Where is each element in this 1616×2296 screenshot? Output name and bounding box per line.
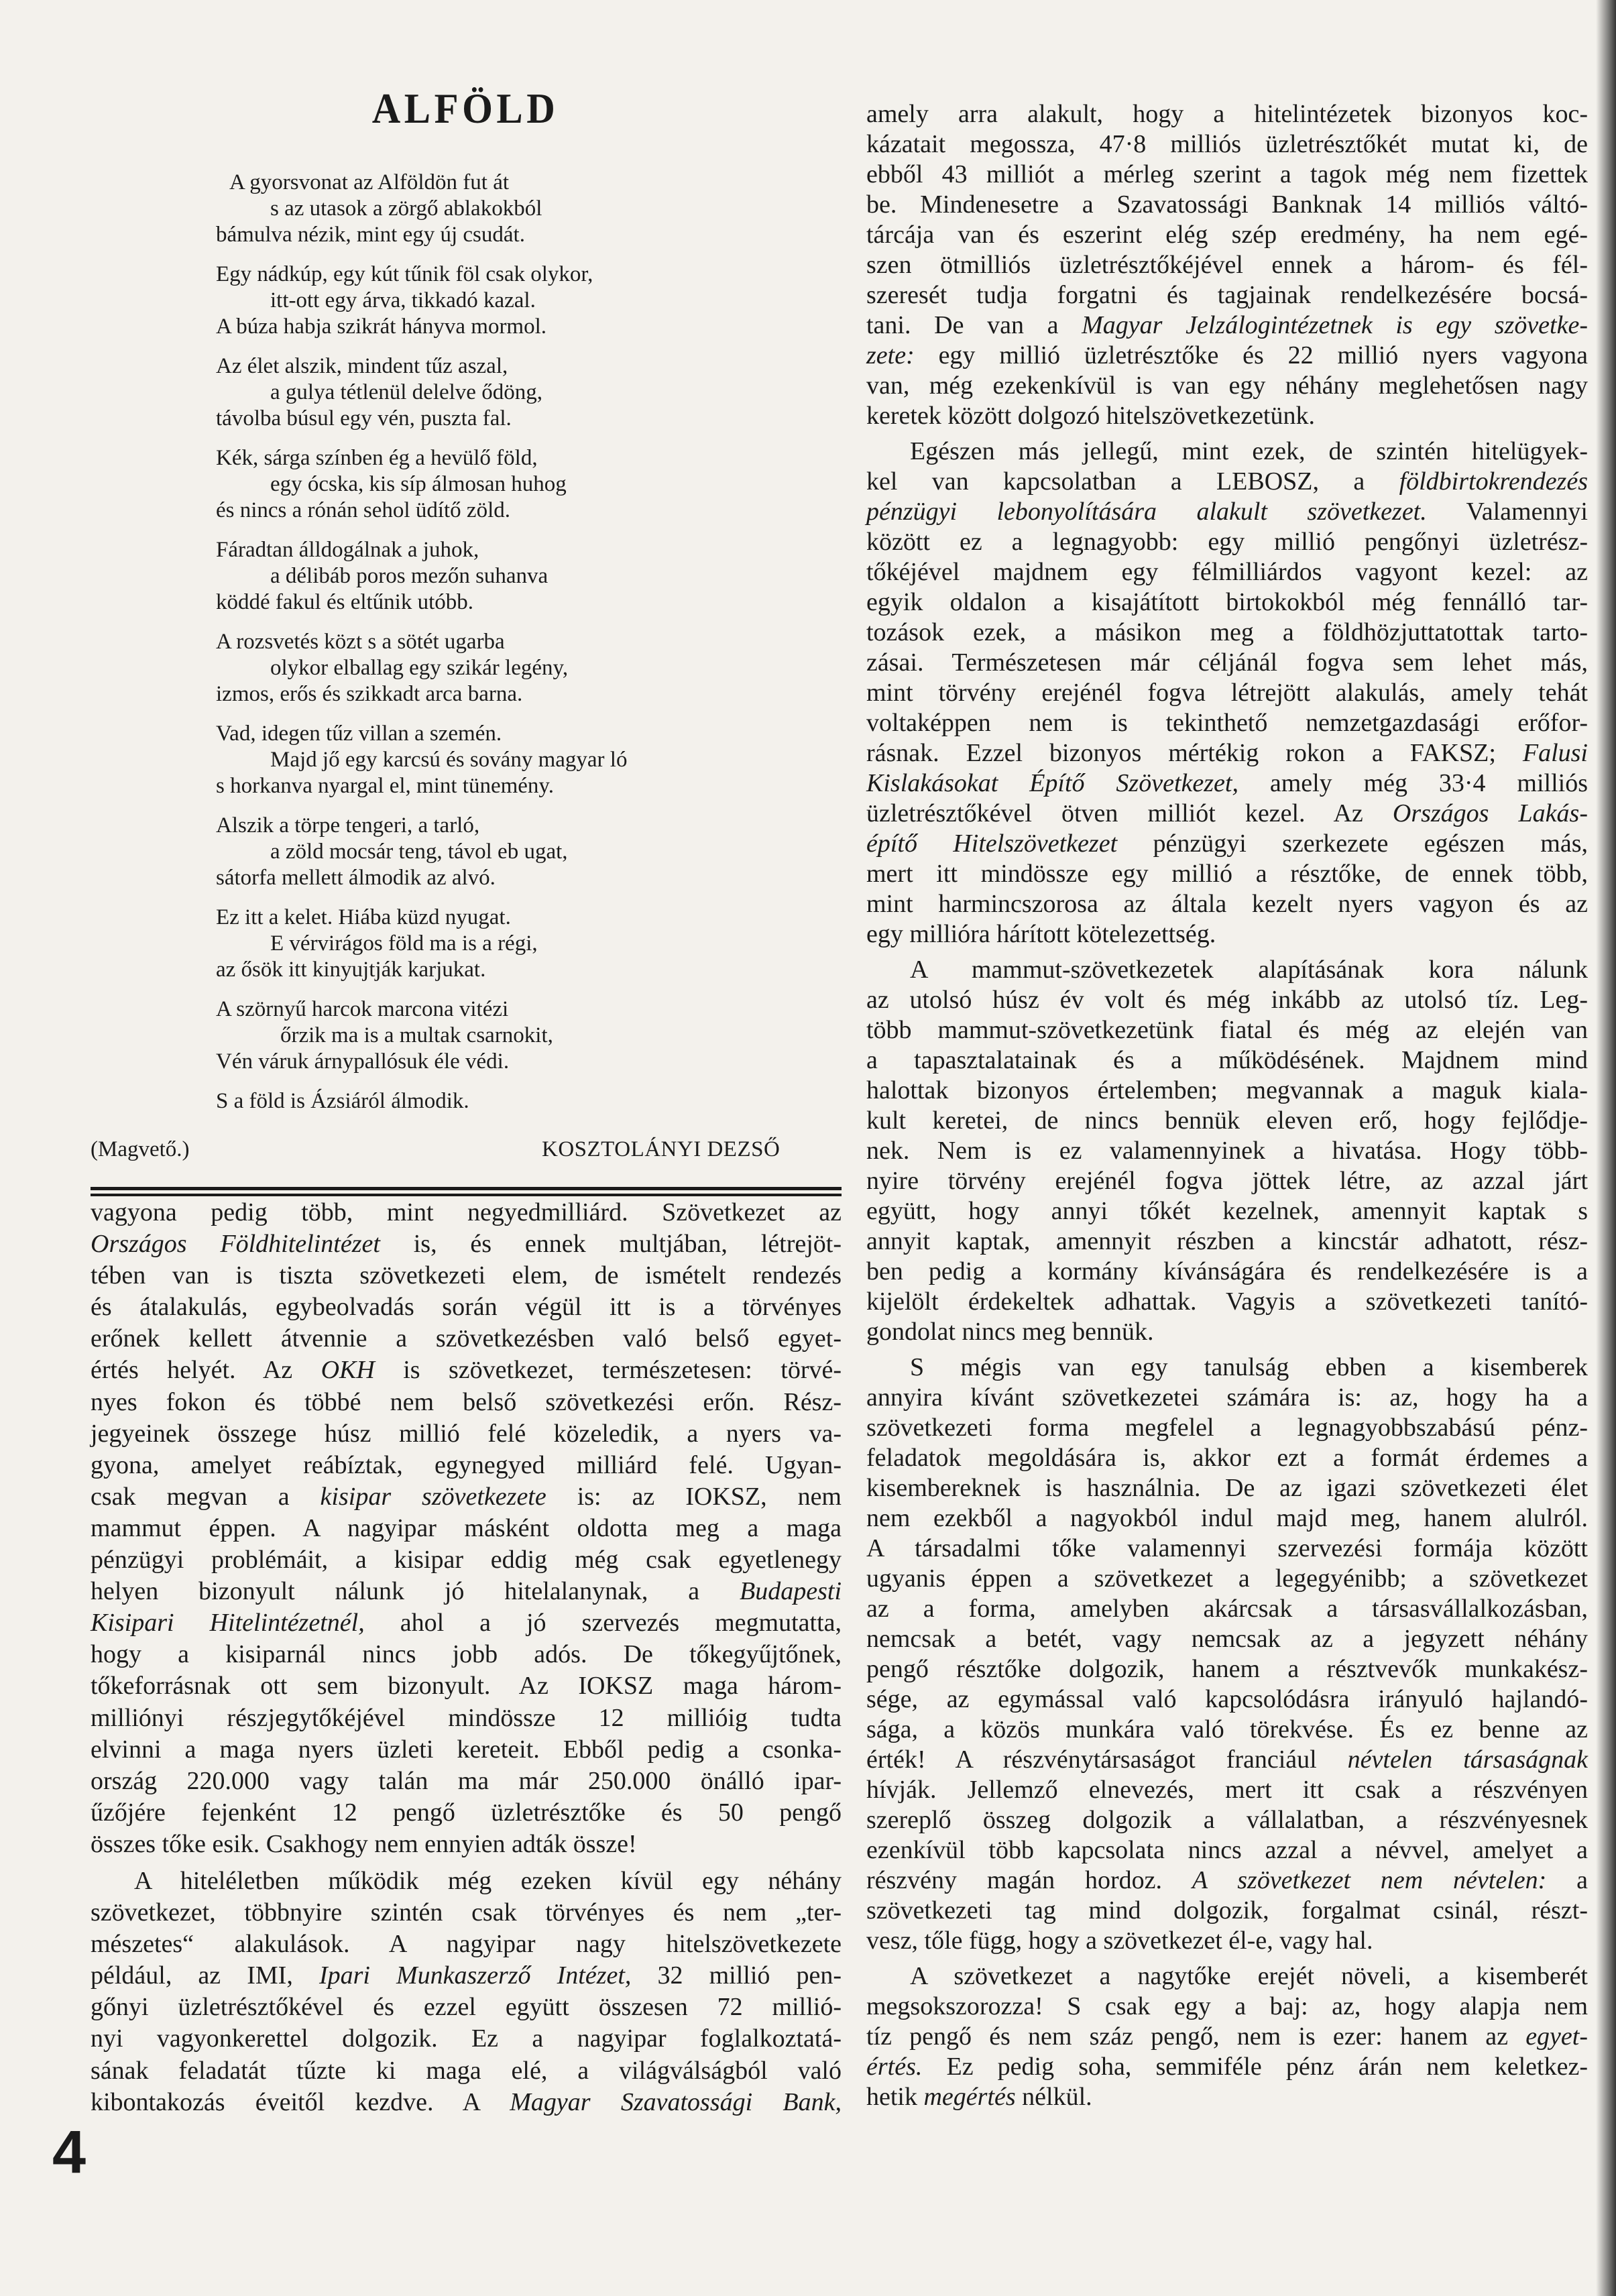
poem-stanza	[216, 721, 627, 799]
italic-text: A szövetkezet nem névtelen:	[1192, 1866, 1547, 1894]
text-line	[91, 1734, 842, 1766]
text-span: a tapasztalatainak és a működésének. Majdnem mind	[866, 1046, 1588, 1074]
paragraph	[91, 1866, 842, 2118]
text-span: erőnek kellett átvennie a szövetkezésben való belső egyet-	[91, 1324, 842, 1353]
text-line	[91, 1829, 842, 1860]
italic-text: Országos Földhitelintézet	[91, 1230, 380, 1259]
poem-line: Vén váruk árnypallósuk éle védi.	[216, 1049, 510, 1074]
text-line	[866, 250, 1588, 280]
text-span: gőnyi üzletrésztőkével és ezzel együtt összesen 72 millió-	[91, 1993, 842, 2022]
poem-line: és nincs a rónán sehol üdítő zöld.	[216, 498, 510, 522]
text-line	[866, 310, 1588, 341]
text-line	[91, 2023, 842, 2055]
text-line	[866, 1045, 1588, 1076]
text-line	[866, 1226, 1588, 1257]
poem-line: Egy nádkúp, egy kút tűnik föl csak olykor,	[216, 262, 593, 286]
text-line	[866, 1353, 1588, 1383]
italic-text: Országos Lakás-	[1392, 799, 1588, 827]
page-edge-shadow	[1596, 0, 1616, 2296]
text-line	[91, 1355, 842, 1386]
poem-line: Az élet alszik, mindent tűz aszal,	[216, 354, 508, 378]
text-span: zásai. Természetesen már céljánál fogva sem lehet más,	[866, 648, 1588, 677]
text-line	[866, 1715, 1588, 1745]
text-span: vesz, tőle függ, hogy a szövetkezet él-e, vagy hal.	[866, 1927, 1373, 1955]
text-span: kult keretei, de nincs bennük eleven erő, hogy fejlődje-	[866, 1106, 1588, 1135]
text-span: sának feladatát tűzte ki maga elé, a világválságból való	[91, 2056, 842, 2085]
poem-line: olykor elballag egy szikár legény,	[270, 656, 569, 680]
text-line	[866, 1654, 1588, 1684]
text-line	[91, 2055, 842, 2087]
text-line	[866, 1473, 1588, 1503]
text-span: vagyona pedig több, mint negyedmilliárd. Szövetkezet az	[91, 1198, 842, 1226]
text-span: Ez pedig soha, semmiféle pénz árán nem keletkez-	[922, 2053, 1588, 2081]
poem-line: köddé fakul és eltűnik utóbb.	[216, 590, 474, 614]
text-span: rásnak. Ezzel bizonyos mértékig rokon a FAKSZ;	[866, 739, 1523, 767]
text-span: a	[1546, 1866, 1588, 1894]
text-line	[866, 1136, 1588, 1166]
text-span: pengő résztőke dolgozik, hanem a résztvevők munkakész-	[866, 1655, 1588, 1683]
poem-line: a gulya tétlenül delelve ődöng,	[270, 380, 542, 404]
text-line	[91, 1703, 842, 1734]
poem-line: sátorfa mellett álmodik az alvó.	[216, 866, 496, 890]
text-span: keretek között dolgozó hitelszövetkezetünk.	[866, 402, 1315, 430]
text-span: az utolsó húsz év volt és még inkább az utolsó tíz. Leg-	[866, 986, 1588, 1014]
text-span: mert itt mindössze egy millió a résztőke, de ennek több,	[866, 860, 1588, 888]
text-span: ország 220.000 vagy talán ma már 250.000 önálló ipar-	[91, 1766, 842, 1795]
text-line	[866, 497, 1588, 527]
text-line	[91, 2087, 842, 2118]
italic-text: zete:	[866, 341, 915, 369]
text-span: A mammut-szövetkezetek alapításának kora nálunk	[910, 956, 1588, 984]
text-span: 32 millió pen-	[631, 1961, 842, 1990]
italic-text: pénzügyi lebonyolítására alakult szövetkezet.	[866, 498, 1427, 526]
text-line	[866, 129, 1588, 160]
text-line	[91, 1670, 842, 1702]
text-span: üzletrésztőkével ötven milliót kezel. Az	[866, 799, 1393, 827]
poem-source: (Magvető.)	[91, 1137, 190, 1161]
italic-text: kisipar szövetkezete	[320, 1482, 546, 1511]
text-span: nyes fokon és többé nem belső szövetkezési erőn. Rész-	[91, 1387, 842, 1416]
italic-text: megértés	[923, 2083, 1016, 2111]
text-line	[91, 1450, 842, 1481]
paragraph	[866, 1353, 1588, 1956]
text-line	[866, 1684, 1588, 1715]
text-line	[91, 1544, 842, 1576]
poem-line: Ez itt a kelet. Hiába küzd nyugat.	[216, 905, 511, 929]
poem-author: KOSZTOLÁNYI DEZSŐ	[542, 1137, 781, 1161]
poem-stanza	[216, 996, 627, 1075]
article-right-column	[866, 99, 1588, 2118]
text-line	[866, 1835, 1588, 1866]
text-line	[866, 99, 1588, 129]
text-span: ezenkívül több kapcsolata nincs azzal a névvel, amelyet a	[866, 1836, 1588, 1864]
text-line	[91, 1260, 842, 1292]
text-span: helyen bizonyult nálunk jó hitelalanynak, a	[91, 1577, 740, 1606]
text-line	[866, 1866, 1588, 1896]
text-line	[866, 587, 1588, 618]
text-span: pénzügyi szerkezete egészen más,	[1117, 829, 1589, 858]
text-span: nemcsak a betét, vagy nemcsak az a jegyzett néhány	[866, 1625, 1588, 1653]
text-line	[866, 1317, 1588, 1347]
text-line	[91, 1866, 842, 1897]
text-span: is: az IOKSZ, nem	[546, 1482, 842, 1511]
text-line	[866, 437, 1588, 467]
text-span: mint törvény erejénél fogva létrejött alakulás, amely tehát	[866, 679, 1588, 707]
poem-stanza	[216, 170, 627, 248]
poem-line: A szörnyű harcok marcona vitézi	[216, 997, 509, 1021]
italic-text: építő Hitelszövetkezet	[866, 829, 1118, 858]
poem-line: őrzik ma is a multak csarnokit,	[280, 1023, 553, 1047]
text-span: amely arra alakult, hogy a hitelintézetek bizonyos koc-	[866, 100, 1588, 128]
text-line	[866, 527, 1588, 557]
text-span: sége, az egymással való kapcsolódásra irányuló hajlandó-	[866, 1685, 1588, 1713]
text-line	[866, 1287, 1588, 1317]
poem-body	[216, 170, 627, 1128]
text-line	[866, 678, 1588, 708]
poem-line: Alszik a törpe tengeri, a tarló,	[216, 813, 480, 838]
text-span: nyi vagyonkerettel dolgozik. Ez a nagyipar foglalkoztatá-	[91, 2024, 842, 2053]
text-line	[866, 618, 1588, 648]
text-span: szereplő összeg dolgozik a vállalatban, a részvényesnek	[866, 1806, 1588, 1834]
text-span: Valamennyi	[1426, 498, 1588, 526]
text-line	[91, 1992, 842, 2023]
text-span: hogy a kisiparnál nincs jobb adós. De tőkegyűjtőnek,	[91, 1640, 842, 1669]
text-line	[866, 859, 1588, 889]
text-span: feladatok megoldására is, akkor ezt a formát érdemes a	[866, 1444, 1588, 1472]
text-span: együtt, hogy annyi tőkét kezelnek, amennyit kaptak s	[866, 1197, 1588, 1225]
text-line	[866, 1926, 1588, 1956]
poem-stanza	[216, 262, 627, 340]
text-line	[866, 557, 1588, 587]
text-span: voltaképpen nem is tekinthető nemzetgazdasági erőfor-	[866, 709, 1588, 737]
text-line	[866, 1896, 1588, 1926]
text-line	[866, 799, 1588, 829]
text-span: sága, a közös munkára való törekvése. És ez benne az	[866, 1715, 1588, 1743]
text-line	[866, 919, 1588, 950]
poem-stanza	[216, 905, 627, 983]
text-span: amely még 33·4 milliós	[1238, 769, 1588, 797]
text-span: Egészen más jellegű, mint ezek, de szintén hitelügyek-	[910, 437, 1588, 465]
italic-text: Magyar Jelzálogintézetnek is egy szövetke-	[1082, 311, 1588, 339]
double-rule-divider	[91, 1187, 842, 1196]
poem-line: távolba búsul egy vén, puszta fal.	[216, 406, 512, 431]
text-span: mint harmincszorosa az általa kezelt nyers vagyon és az	[866, 890, 1588, 918]
text-span: tőkéjével majdnem egy félmilliárdos vagyont kezel: az	[866, 558, 1588, 586]
text-span: A hiteléletben működik még ezeken kívül egy néhány	[134, 1866, 842, 1895]
italic-text: földbirtokrendezés	[1399, 467, 1588, 496]
poem-line: s az utasok a zörgő ablakokból	[270, 196, 542, 221]
text-line	[866, 1594, 1588, 1624]
text-span: be. Mindenesetre a Szavatossági Banknak 14 milliós váltó-	[866, 190, 1588, 219]
text-span: kibontakozás éveitől kezdve. A	[91, 2087, 510, 2116]
text-span: megsokszorozza! S csak egy a baj: az, hogy alapja nem	[866, 1992, 1588, 2020]
paragraph	[91, 1197, 842, 1860]
text-line	[866, 1503, 1588, 1534]
text-span: több mammut-szövetkezetünk fiatal és még az elején van	[866, 1016, 1588, 1044]
text-line	[91, 1513, 842, 1544]
text-line	[91, 1292, 842, 1323]
poem-line: Vad, idegen tűz villan a szemén.	[216, 722, 502, 746]
text-span: kel van kapcsolatban a LEBOSZ, a	[866, 467, 1399, 496]
text-line	[866, 280, 1588, 310]
text-span: tíz pengő és nem száz pengő, nem is ezer: hanem az	[866, 2022, 1526, 2051]
text-line	[866, 1992, 1588, 2022]
text-line	[866, 1257, 1588, 1287]
text-span: tárcája van és eszerint elég szép eredmény, ha nem egé-	[866, 221, 1588, 249]
text-span: részvény magán hordoz.	[866, 1866, 1192, 1894]
text-span: az a forma, amelyben akárcsak a társasvállalkozásban,	[866, 1595, 1588, 1623]
text-line	[866, 985, 1588, 1015]
text-span: is, és ennek multjában, létrejöt-	[380, 1230, 842, 1259]
text-line	[866, 2082, 1588, 2112]
text-line	[866, 1745, 1588, 1775]
poem-line: itt-ott egy árva, tikkadó kazal.	[270, 288, 536, 312]
text-line	[866, 1015, 1588, 1045]
poem-line: a délibáb poros mezőn suhanva	[270, 564, 549, 588]
text-line	[866, 190, 1588, 220]
text-span: ahol a jó szervezés megmutatta,	[364, 1609, 842, 1638]
text-span: S mégis van egy tanulság ebben a kisemberek	[910, 1353, 1588, 1381]
text-line	[866, 889, 1588, 919]
text-line	[866, 1805, 1588, 1835]
text-line	[91, 1897, 842, 1929]
text-span: szen ötmilliós üzletrésztőkéjével ennek a három- és fél-	[866, 251, 1588, 279]
text-line	[866, 2052, 1588, 2082]
poem-line: bámulva nézik, mint egy új csudát.	[216, 223, 525, 247]
text-span: ben pedig a kormány kívánságára és rendelkezésére is a	[866, 1257, 1588, 1285]
text-span: csak megvan a	[91, 1482, 321, 1511]
poem-line: s horkanva nyargal el, mint tünemény.	[216, 774, 555, 798]
text-line	[91, 1323, 842, 1355]
text-span: halottak bizonyos értelemben; megvannak a maguk kiala-	[866, 1076, 1588, 1104]
text-span: nem ezekből a nagyokból indul majd meg, hanem alulról.	[866, 1504, 1588, 1532]
text-span: tében van is tiszta szövetkezeti elem, de ismételt rendezés	[91, 1261, 842, 1290]
text-line	[91, 1197, 842, 1228]
text-span: is szövetkezet, természetesen: törvé-	[374, 1356, 842, 1385]
italic-text: Falusi	[1522, 739, 1588, 767]
text-span: nyire törvény erejénél fogva jöttek létre, az azzal járt	[866, 1167, 1588, 1195]
text-span: szövetkezeti forma megfelel a legnagyobbszabású pénz-	[866, 1414, 1588, 1442]
text-span: egy millióra hárított kötelezettség.	[866, 920, 1216, 948]
text-span: nek. Nem is ez valamennyinek a hivatása. Hogy több-	[866, 1137, 1588, 1165]
text-line	[866, 220, 1588, 250]
poem-line: egy ócska, kis síp álmosan huhog	[270, 472, 567, 496]
text-line	[91, 1607, 842, 1639]
page-number: 4	[52, 2119, 86, 2186]
text-span: értés helyét. Az	[91, 1356, 321, 1385]
text-span: elvinni a maga nyers üzleti kereteit. Ebből pedig a csonka-	[91, 1735, 842, 1764]
text-line	[866, 1564, 1588, 1594]
text-span: mammut éppen. A nagyipar másként oldotta meg a maga	[91, 1513, 842, 1542]
text-span: űzőjére fejenként 12 pengő üzletrésztőke és 50 pengő	[91, 1798, 842, 1827]
text-span: hívják. Jellemző elnevezés, mert itt csak a részvényen	[866, 1776, 1588, 1804]
text-line	[866, 371, 1588, 401]
poem-line: Majd jő egy karcsú és sovány magyar ló	[270, 748, 628, 772]
text-line	[866, 1534, 1588, 1564]
text-span: összes tőke esik. Csakhogy nem ennyien adták össze!	[91, 1829, 637, 1858]
paragraph	[866, 99, 1588, 431]
italic-text: értés.	[866, 2053, 923, 2081]
text-line	[866, 341, 1588, 371]
text-line	[866, 2022, 1588, 2052]
italic-text: Ipari Munkaszerző Intézet,	[319, 1961, 632, 1990]
poem-stanza	[216, 813, 627, 891]
text-line	[91, 1639, 842, 1670]
text-span: például, az IMI,	[91, 1961, 319, 1990]
poem-stanza	[216, 1088, 627, 1114]
text-span: jegyeinek összege húsz millió felé közeledik, a nyers va-	[91, 1419, 842, 1448]
text-span: szövetkezet, többnyire szintén csak törvényes és nem „ter-	[91, 1898, 842, 1927]
text-line	[866, 1443, 1588, 1473]
italic-text: egyet-	[1525, 2022, 1588, 2051]
text-span: egyik oldalon a kisajátított birtokokból még fennálló tar-	[866, 588, 1588, 616]
text-line	[866, 1383, 1588, 1413]
text-line	[866, 955, 1588, 985]
text-line	[866, 467, 1588, 497]
text-line	[866, 1624, 1588, 1654]
text-span: szövetkezeti tag mind dolgozik, forgalmat csinál, részt-	[866, 1896, 1588, 1925]
poem-title: ALFÖLD	[371, 84, 559, 132]
text-line	[866, 1166, 1588, 1196]
text-line	[91, 1797, 842, 1829]
text-line	[866, 1106, 1588, 1136]
text-line	[866, 768, 1588, 799]
italic-text: Kislakásokat Építő Szövetkezet,	[866, 769, 1238, 797]
italic-text: Magyar Szavatossági Bank,	[510, 2087, 842, 2116]
text-span: szeresét tudja forgatni és tagjainak rendelkezésére bocsá-	[866, 281, 1588, 309]
text-line	[91, 1960, 842, 1992]
text-span: ebből 43 milliót a mérleg szerint a tagok még nem fizettek	[866, 160, 1588, 188]
text-span: tőkeforrásnak ott sem bizonyult. Az IOKSZ maga három-	[91, 1672, 842, 1701]
text-line	[91, 1387, 842, 1418]
paragraph	[866, 955, 1588, 1347]
poem-stanza	[216, 353, 627, 432]
poem-line: az ősök itt kinyujtják karjukat.	[216, 958, 486, 982]
text-line	[866, 1076, 1588, 1106]
poem-line: S a föld is Ázsiáról álmodik.	[216, 1089, 469, 1113]
text-span: ugyanis éppen a szövetkezet a legegyénibb; a szövetkezet	[866, 1564, 1588, 1593]
poem-line: A búza habja szikrát hányva mormol.	[216, 314, 547, 339]
text-line	[91, 1766, 842, 1797]
poem-stanza	[216, 445, 627, 524]
text-span: milliónyi részjegytőkéjével mindössze 12 millióig tudta	[91, 1703, 842, 1732]
text-line	[866, 1775, 1588, 1805]
text-span: pénzügyi problémáit, a kisipar eddig még csak egyetlenegy	[91, 1546, 842, 1574]
text-line	[866, 648, 1588, 678]
text-line	[866, 829, 1588, 859]
italic-text: OKH	[321, 1356, 375, 1385]
poem-line: A rozsvetés közt s a sötét ugarba	[216, 630, 505, 654]
text-span: A társadalmi tőke valamennyi szervezési formája között	[866, 1534, 1588, 1562]
text-span: A szövetkezet a nagytőke erejét növeli, a kisemberét	[910, 1962, 1588, 1990]
text-line	[866, 1961, 1588, 1992]
text-line	[866, 708, 1588, 738]
text-span: van, még ezekenkívül is van egy néhány meglehetősen nagy	[866, 371, 1588, 400]
paragraph	[866, 437, 1588, 950]
text-span: között ez a legnagyobb: egy millió pengőnyi üzletrész-	[866, 528, 1588, 556]
text-span: gondolat nincs meg bennük.	[866, 1318, 1154, 1346]
text-span: gyona, amelyet reábíztak, egynegyed milliárd felé. Ugyan-	[91, 1450, 842, 1479]
poem-line: E vérvirágos föld ma is a régi,	[270, 931, 538, 956]
poem-line: izmos, erős és szikkadt arca barna.	[216, 682, 523, 706]
italic-text: névtelen társaságnak	[1347, 1745, 1588, 1774]
text-line	[866, 1413, 1588, 1443]
text-span: kázatait megossza, 47·8 milliós üzletrésztőkét mutat ki, de	[866, 130, 1588, 158]
italic-text: Budapesti	[740, 1577, 842, 1606]
text-line	[91, 1481, 842, 1513]
text-span: egy millió üzletrésztőke és 22 millió nyers vagyona	[914, 341, 1588, 369]
italic-text: Kisipari Hitelintézetnél,	[91, 1609, 365, 1638]
text-span: és átalakulás, egybeolvadás során végül itt is a törvényes	[91, 1293, 842, 1322]
text-span: mészetes“ alakulások. A nagyipar nagy hitelszövetkezete	[91, 1930, 842, 1959]
text-line	[866, 738, 1588, 768]
poem-stanza	[216, 537, 627, 616]
text-line	[91, 1929, 842, 1960]
text-line	[91, 1228, 842, 1260]
text-span: annyira kívánt szövetkezetei számára is: az, hogy ha a	[866, 1383, 1588, 1412]
paragraph	[866, 1961, 1588, 2112]
text-span: tani. De van a	[866, 311, 1082, 339]
text-span: tozások ezek, a másikon meg a földhözjuttatottak tarto-	[866, 618, 1588, 646]
text-span: hetik	[866, 2083, 924, 2111]
text-line	[91, 1576, 842, 1607]
article-left-column	[91, 1197, 842, 2124]
text-line	[866, 1196, 1588, 1226]
text-line	[866, 160, 1588, 190]
text-span: kijelölt érdekeltek adhattak. Vagyis a szövetkezeti tanító-	[866, 1287, 1588, 1316]
poem-line: a zöld mocsár teng, távol eb ugat,	[270, 840, 568, 864]
text-line	[91, 1418, 842, 1450]
poem-stanza	[216, 629, 627, 707]
text-span: kisembereknek is használnia. De az igazi szövetkezeti élet	[866, 1474, 1588, 1502]
poem-line: A gyorsvonat az Alföldön fut át	[229, 170, 510, 194]
text-span: annyit kaptak, amennyit részben a kincstár adhatott, rész-	[866, 1227, 1588, 1255]
poem-line: Kék, sárga színben ég a hevülő föld,	[216, 446, 538, 470]
text-span: érték! A részvénytársaságot franciául	[866, 1745, 1348, 1774]
text-line	[866, 401, 1588, 431]
poem-line: Fáradtan álldogálnak a juhok,	[216, 538, 479, 562]
text-span: nélkül.	[1015, 2083, 1092, 2111]
